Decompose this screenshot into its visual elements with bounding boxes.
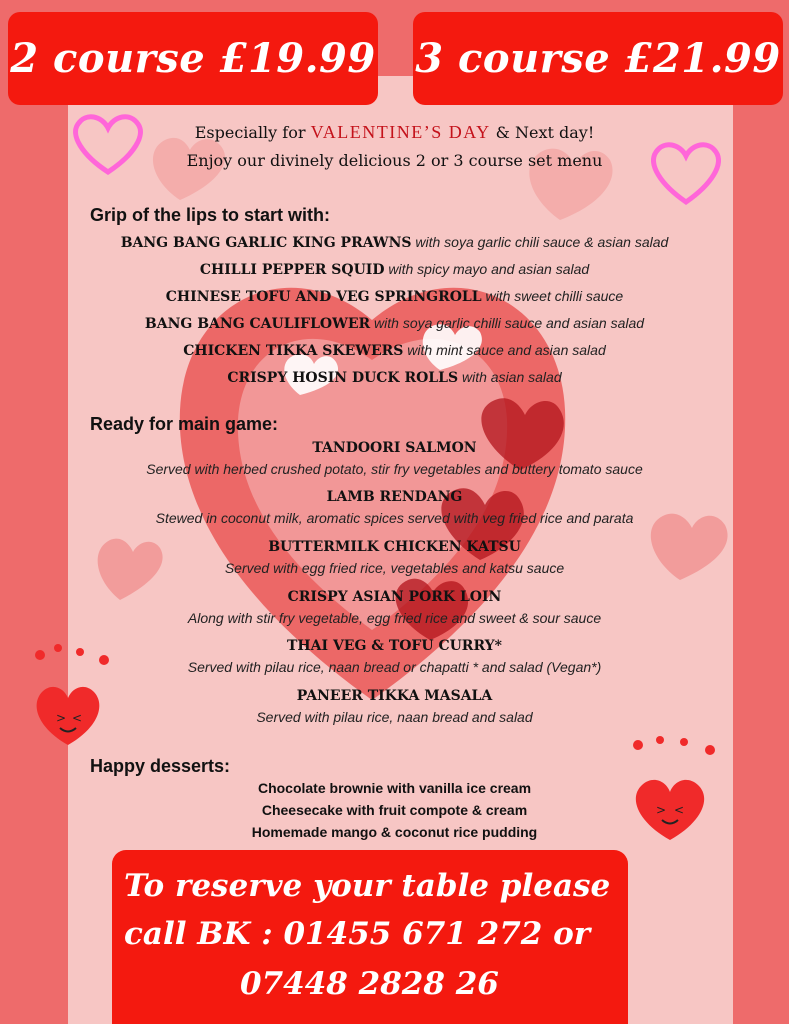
three-course-price-banner: 3 course £21.99 <box>413 12 783 105</box>
main-dish-desc: Served with egg fried rice, vegetables and katsu sauce <box>224 560 565 576</box>
svg-text:<: < <box>674 803 685 817</box>
main-dish-name: THAI VEG & TOFU CURRY* <box>287 638 502 654</box>
main-dish-name: TANDOORI SALMON <box>312 440 477 456</box>
reservation-banner <box>112 850 628 1024</box>
reserve-phone-2: 07448 2828 26 <box>240 966 499 1002</box>
main-dish-desc: Served with herbed crushed potato, stir fry vegetables and buttery tomato sauce <box>146 461 643 477</box>
starter-item: BANG BANG CAULIFLOWER with soya garlic chilli sauce and asian salad <box>144 315 645 332</box>
starter-item: CHILLI PEPPER SQUID with spicy mayo and asian salad <box>199 261 590 278</box>
two-course-price-banner: 2 course £19.99 <box>8 12 378 105</box>
dessert-item: Cheesecake with fruit compote & cream <box>261 802 528 818</box>
main-dish-desc: Stewed in coconut milk, aromatic spices served with veg fried rice and parata <box>155 510 634 526</box>
svg-text:>: > <box>656 803 667 817</box>
reserve-line-1: To reserve your table please <box>124 868 611 904</box>
starter-item: CRISPY HOSIN DUCK ROLLS with asian salad <box>227 369 562 386</box>
dessert-item: Chocolate brownie with vanilla ice cream <box>257 780 532 796</box>
intro-line-2: Enjoy our divinely delicious 2 or 3 course set menu <box>186 151 603 170</box>
reserve-line-2: call BK : 01455 671 272 or <box>124 916 591 952</box>
starter-item: BANG BANG GARLIC KING PRAWNS with soya garlic chili sauce & asian salad <box>120 234 669 251</box>
starter-item: CHICKEN TIKKA SKEWERS with mint sauce and asian salad <box>183 342 606 359</box>
dessert-item: Homemade mango & coconut rice pudding <box>251 824 538 840</box>
main-dish-name: LAMB RENDANG <box>326 489 463 505</box>
starter-item: CHINESE TOFU AND VEG SPRINGROLL with sweet chilli sauce <box>165 288 624 305</box>
mains-heading: Ready for main game: <box>90 414 279 434</box>
main-dish-name: CRISPY ASIAN PORK LOIN <box>287 589 502 605</box>
valentines-day-highlight: VALENTINE’S DAY <box>310 122 491 142</box>
main-dish-name: BUTTERMILK CHICKEN KATSU <box>268 539 521 555</box>
main-dish-desc: Along with stir fry vegetable, egg fried rice and sweet & sour sauce <box>187 610 602 626</box>
main-dish-desc: Served with pilau rice, naan bread and salad <box>256 709 533 725</box>
intro-line-1: Especially for VALENTINE’S DAY & Next day! <box>194 122 595 142</box>
svg-text:>: > <box>56 711 67 725</box>
main-dish-name: PANEER TIKKA MASALA <box>296 688 493 704</box>
svg-text:<: < <box>72 711 83 725</box>
desserts-heading: Happy desserts: <box>90 756 231 776</box>
intro-text <box>0 118 789 175</box>
main-dish-desc: Served with pilau rice, naan bread or chapatti * and salad (Vegan*) <box>187 659 602 675</box>
starters-heading: Grip of the lips to start with: <box>90 205 330 225</box>
